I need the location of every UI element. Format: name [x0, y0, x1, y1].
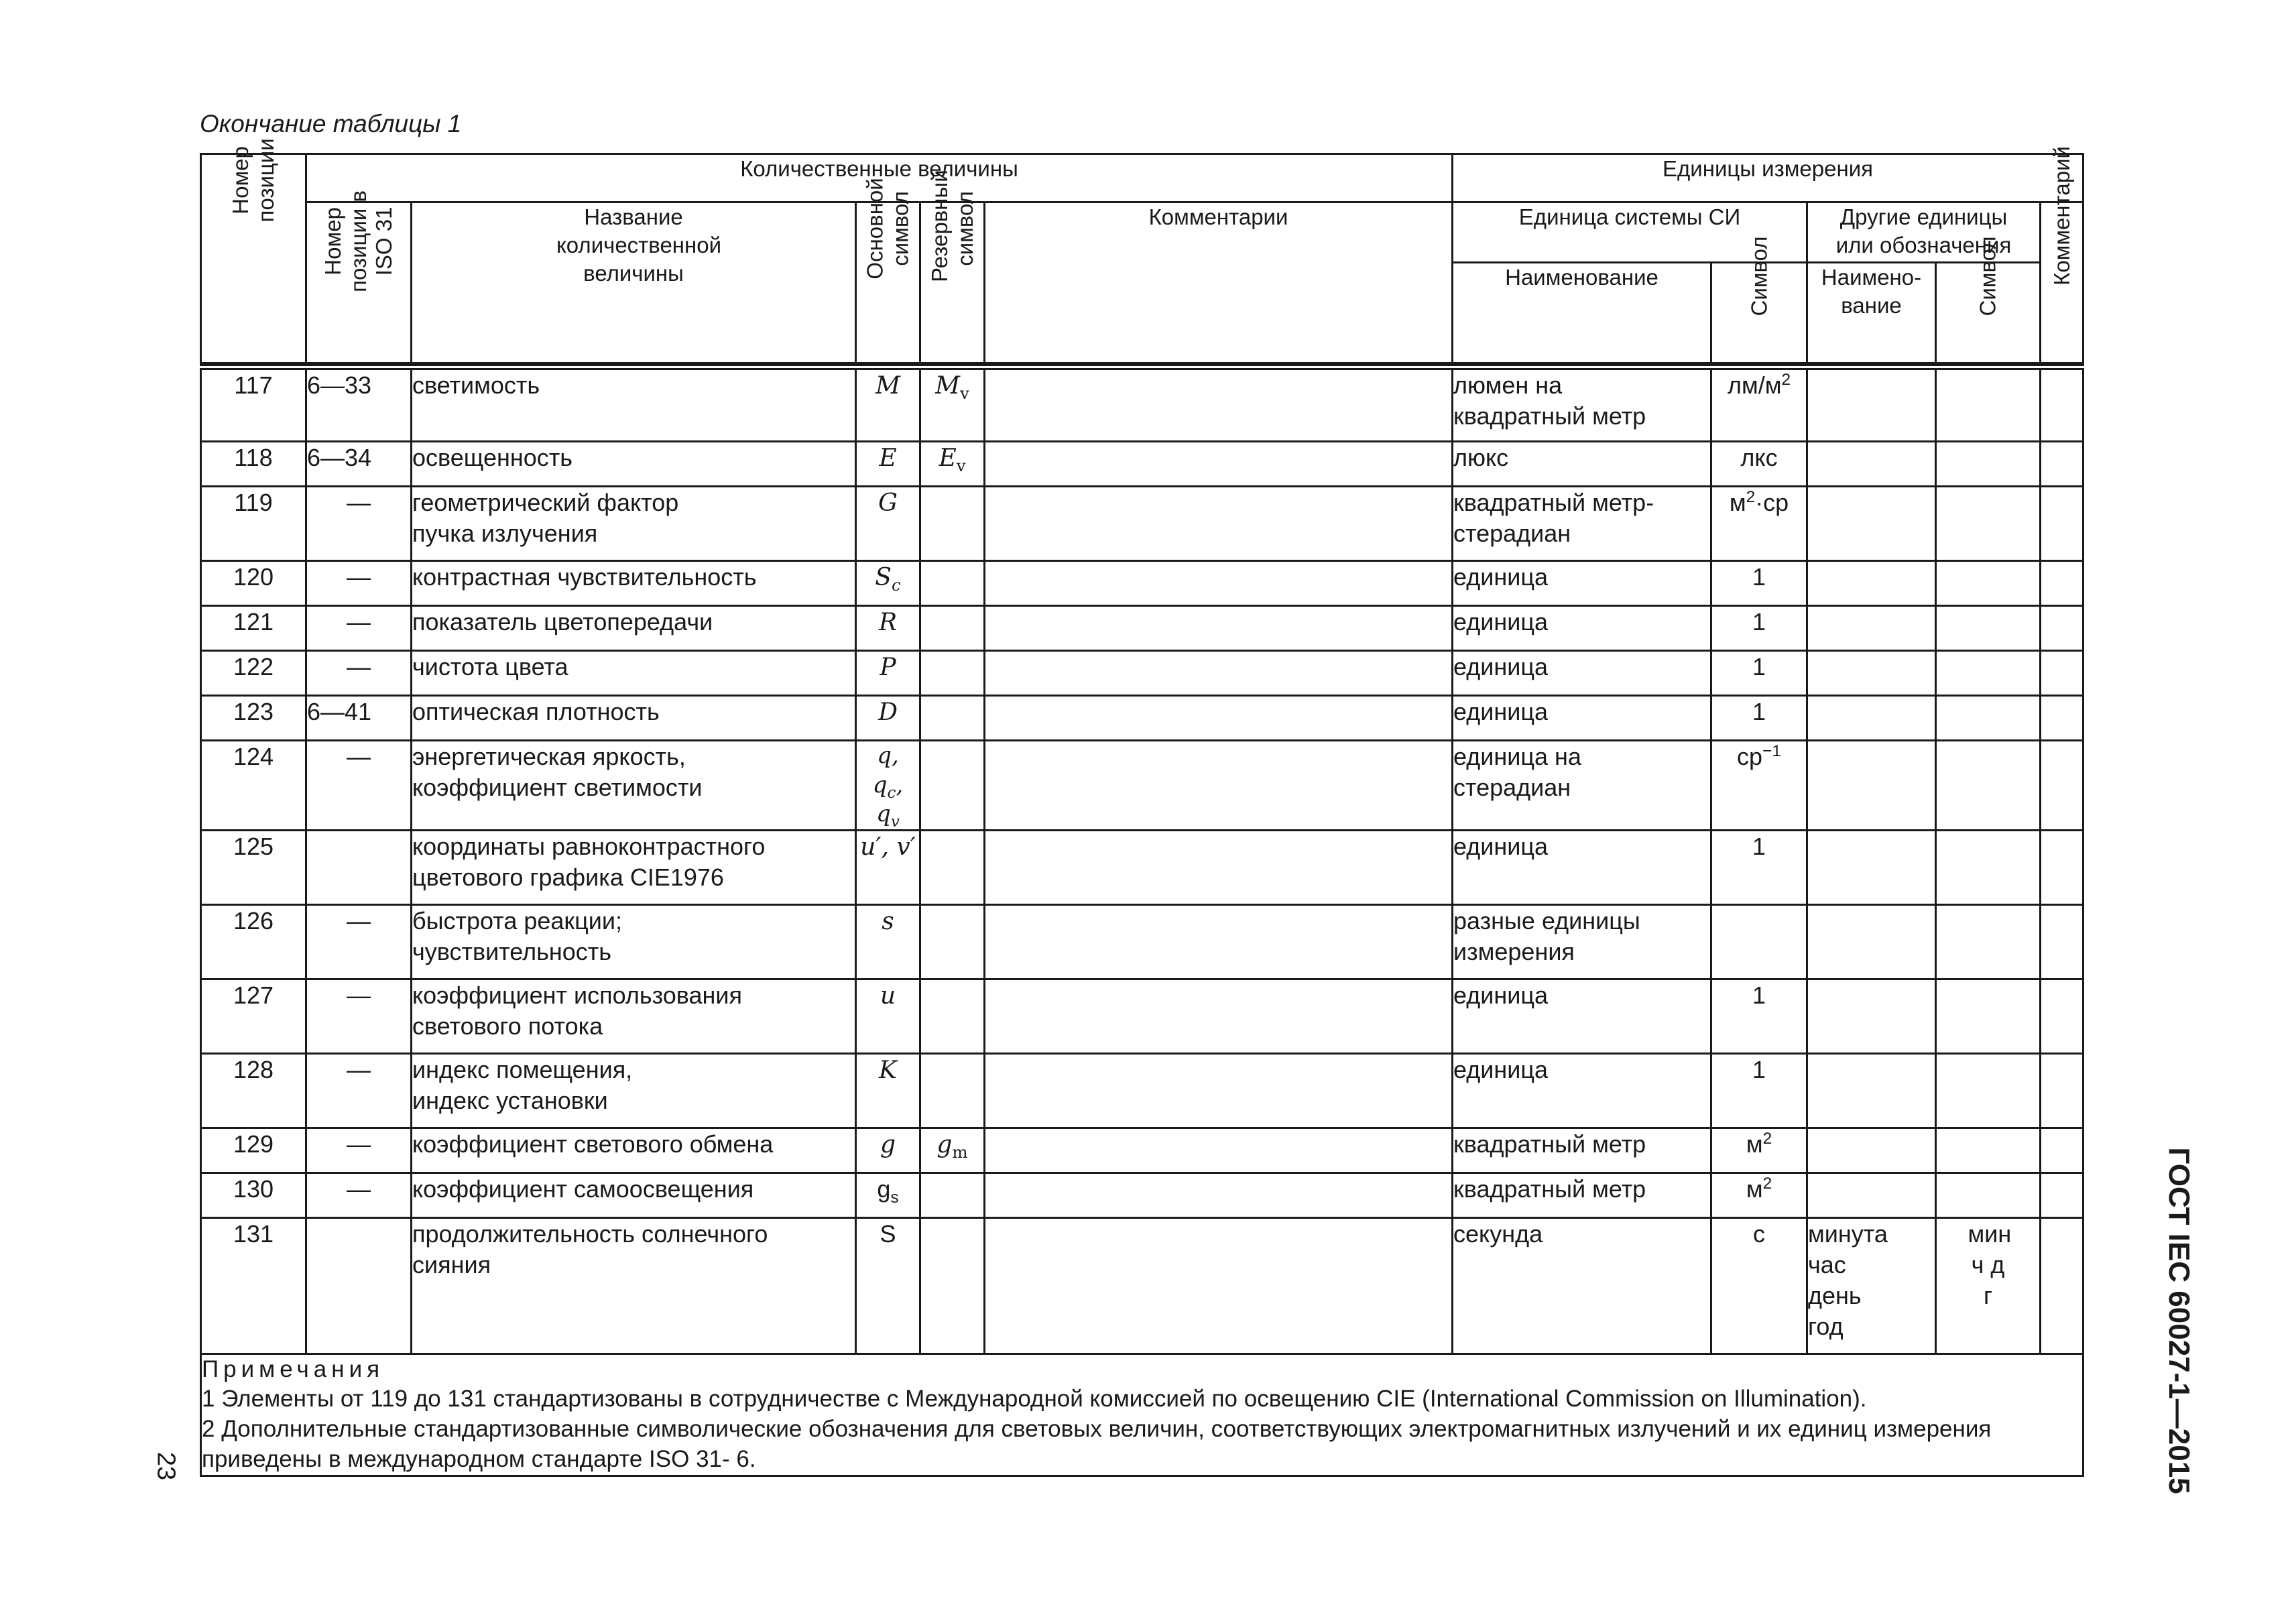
cell-comment [985, 696, 1453, 741]
cell-iso: 6—41 [306, 696, 412, 741]
cell-name: контрастная чувствительность [412, 561, 856, 606]
cell-reserve-symbol [920, 741, 985, 831]
cell-name: чистота цвета [412, 651, 856, 696]
cell-reserve-symbol [920, 651, 985, 696]
cell-name: светимость [412, 367, 856, 442]
cell-comment [985, 1053, 1453, 1128]
cell-unit: единица [1453, 830, 1711, 904]
cell-iso [306, 1217, 412, 1354]
cell-reserve-symbol: $M_v$ [920, 367, 985, 442]
cell-symbol: $S_c$ [856, 561, 920, 606]
cell-symbol: M [856, 367, 920, 442]
table-row [201, 741, 2083, 831]
cell-unit: квадратный метр-стерадиан [1453, 487, 1711, 561]
table-row [201, 979, 2083, 1053]
note-item: 2 Дополнительные стандартизованные символические обозначения для световых величин, соответствующих электромагнитных излучений и их единиц измерения приведены в международном стандарте ISO 31- 6. [202, 1416, 1992, 1472]
table-row [201, 561, 2083, 606]
cell-iso: — [306, 606, 412, 651]
page-number: 23 [152, 1451, 180, 1481]
cell-name: быстрота реакции; чувствительность [412, 904, 856, 979]
cell-name: продолжительность солнечного сияния [412, 1217, 856, 1354]
cell-comment [985, 1128, 1453, 1173]
cell-extra-comment [2041, 1053, 2083, 1128]
header-reserve-symbol: Резервный символ [920, 202, 985, 363]
cell-symbol: P [856, 651, 920, 696]
cell-iso: — [306, 1128, 412, 1173]
cell-reserve-symbol [920, 561, 985, 606]
cell-extra-comment [2041, 979, 2083, 1053]
cell-unit-symbol: 1 [1711, 696, 1807, 741]
cell-pos: 122 [201, 651, 306, 696]
cell-pos: 129 [201, 1128, 306, 1173]
cell-name: коэффициент самоосвещения [412, 1173, 856, 1217]
cell-symbol: q, $q_c$, $q_v$ [856, 741, 920, 831]
cell-other-name [1807, 442, 1936, 487]
notes-cell [201, 1354, 2083, 1476]
cell-pos: 126 [201, 904, 306, 979]
cell-symbol: g [856, 1128, 920, 1173]
table-row [201, 1128, 2083, 1173]
cell-extra-comment [2041, 442, 2083, 487]
cell-unit-symbol: 1 [1711, 606, 1807, 651]
cell-other-symbol [1936, 1053, 2041, 1128]
cell-comment [985, 442, 1453, 487]
header-quantity-name: Название количественной величины [412, 202, 856, 363]
cell-other-name [1807, 1053, 1936, 1128]
cell-extra-comment [2041, 651, 2083, 696]
table-row [201, 606, 2083, 651]
table-row [201, 487, 2083, 561]
cell-other-symbol [1936, 1173, 2041, 1217]
cell-extra-comment [2041, 741, 2083, 831]
cell-unit: квадратный метр [1453, 1128, 1711, 1173]
cell-unit: единица на стерадиан [1453, 741, 1711, 831]
cell-other-name [1807, 904, 1936, 979]
cell-unit-symbol: $м^2$ [1711, 1173, 1807, 1217]
cell-unit: единица [1453, 979, 1711, 1053]
cell-symbol: K [856, 1053, 920, 1128]
cell-unit-symbol: 1 [1711, 651, 1807, 696]
cell-symbol: R [856, 606, 920, 651]
cell-name: координаты равноконтрастного цветового графика CIE1976 [412, 830, 856, 904]
header-position-number: Номер позиции [201, 154, 306, 363]
cell-comment [985, 561, 1453, 606]
cell-iso [306, 830, 412, 904]
cell-name: оптическая плотность [412, 696, 856, 741]
cell-extra-comment [2041, 1173, 2083, 1217]
cell-other-symbol [1936, 651, 2041, 696]
cell-extra-comment [2041, 487, 2083, 561]
cell-unit-symbol: $лм/м^2$ [1711, 367, 1807, 442]
cell-symbol: D [856, 696, 920, 741]
header-other-units-group: Другие единицы или обозначения [1807, 202, 2041, 263]
cell-comment [985, 651, 1453, 696]
cell-other-symbol [1936, 606, 2041, 651]
cell-unit: единица [1453, 1053, 1711, 1128]
cell-symbol: E [856, 442, 920, 487]
cell-extra-comment [2041, 696, 2083, 741]
table-row [201, 367, 2083, 442]
header-other-name: Наимено-вание [1807, 263, 1936, 363]
header-other-symbol: Символ [1936, 263, 2041, 363]
cell-pos: 125 [201, 830, 306, 904]
cell-extra-comment [2041, 606, 2083, 651]
cell-pos: 121 [201, 606, 306, 651]
cell-pos: 119 [201, 487, 306, 561]
table-row [201, 1217, 2083, 1354]
cell-unit: секунда [1453, 1217, 1711, 1354]
cell-unit-symbol: $ср^{-1}$ [1711, 741, 1807, 831]
header-comments: Комментарии [985, 202, 1453, 363]
cell-other-symbol [1936, 442, 2041, 487]
units-table [200, 138, 2084, 1477]
cell-pos: 124 [201, 741, 306, 831]
table-row [201, 1173, 2083, 1217]
cell-pos: 120 [201, 561, 306, 606]
cell-other-symbol [1936, 561, 2041, 606]
cell-pos: 130 [201, 1173, 306, 1217]
cell-reserve-symbol [920, 979, 985, 1053]
cell-iso: — [306, 561, 412, 606]
cell-name: коэффициент использования светового потока [412, 979, 856, 1053]
header-main-symbol: Основной символ [856, 202, 920, 363]
cell-reserve-symbol [920, 1173, 985, 1217]
cell-other-name [1807, 487, 1936, 561]
cell-unit: люкс [1453, 442, 1711, 487]
cell-unit: единица [1453, 606, 1711, 651]
cell-comment [985, 606, 1453, 651]
cell-reserve-symbol [920, 1217, 985, 1354]
cell-unit-symbol: с [1711, 1217, 1807, 1354]
cell-iso: — [306, 487, 412, 561]
cell-reserve-symbol [920, 1053, 985, 1128]
header-si-symbol: Символ [1711, 263, 1807, 363]
cell-reserve-symbol [920, 606, 985, 651]
cell-symbol: u′, v′ [856, 830, 920, 904]
cell-comment [985, 367, 1453, 442]
cell-other-name [1807, 561, 1936, 606]
cell-unit-symbol: $м^2$ [1711, 1128, 1807, 1173]
cell-other-symbol [1936, 979, 2041, 1053]
cell-other-symbol: мин ч д г [1936, 1217, 2041, 1354]
cell-other-name [1807, 606, 1936, 651]
cell-name: освещенность [412, 442, 856, 487]
cell-pos: 127 [201, 979, 306, 1053]
cell-symbol: S [856, 1217, 920, 1354]
cell-iso: — [306, 651, 412, 696]
cell-other-name [1807, 979, 1936, 1053]
cell-iso: — [306, 1173, 412, 1217]
cell-extra-comment [2041, 1128, 2083, 1173]
cell-other-symbol [1936, 367, 2041, 442]
cell-unit: разные единицы измерения [1453, 904, 1711, 979]
cell-comment [985, 1217, 1453, 1354]
header-comment: Комментарий [2041, 202, 2083, 363]
cell-unit: единица [1453, 696, 1711, 741]
cell-iso: — [306, 1053, 412, 1128]
cell-other-symbol [1936, 1128, 2041, 1173]
cell-other-symbol [1936, 904, 2041, 979]
cell-name: энергетическая яркость, коэффициент светимости [412, 741, 856, 831]
cell-iso: — [306, 741, 412, 831]
cell-unit-symbol: 1 [1711, 1053, 1807, 1128]
table-row [201, 696, 2083, 741]
cell-other-symbol [1936, 487, 2041, 561]
cell-other-symbol [1936, 696, 2041, 741]
cell-comment [985, 1173, 1453, 1217]
cell-other-name [1807, 741, 1936, 831]
cell-pos: 118 [201, 442, 306, 487]
cell-comment [985, 741, 1453, 831]
cell-reserve-symbol [920, 904, 985, 979]
cell-symbol: s [856, 904, 920, 979]
cell-iso: 6—33 [306, 367, 412, 442]
cell-other-name [1807, 1173, 1936, 1217]
cell-other-name [1807, 696, 1936, 741]
header-si-unit-group: Единица системы СИ [1453, 202, 1807, 263]
cell-reserve-symbol [920, 487, 985, 561]
cell-iso: — [306, 904, 412, 979]
cell-unit: единица [1453, 561, 1711, 606]
cell-unit: квадратный метр [1453, 1173, 1711, 1217]
header-group-units: Единицы измерения [1453, 154, 2083, 202]
cell-reserve-symbol: $g_m$ [920, 1128, 985, 1173]
cell-other-name: минута час день год [1807, 1217, 1936, 1354]
cell-unit-symbol [1711, 904, 1807, 979]
cell-unit: единица [1453, 651, 1711, 696]
cell-symbol: $g_s$ [856, 1173, 920, 1217]
cell-symbol: G [856, 487, 920, 561]
cell-other-name [1807, 367, 1936, 442]
cell-comment [985, 979, 1453, 1053]
cell-pos: 131 [201, 1217, 306, 1354]
cell-extra-comment [2041, 904, 2083, 979]
notes-title: Примечания [202, 1356, 385, 1382]
table-row [201, 904, 2083, 979]
cell-iso: 6—34 [306, 442, 412, 487]
table-row [201, 651, 2083, 696]
cell-name: индекс помещения, индекс установки [412, 1053, 856, 1128]
cell-comment [985, 830, 1453, 904]
cell-comment [985, 904, 1453, 979]
cell-reserve-symbol: $E_v$ [920, 442, 985, 487]
cell-name: геометрический фактор пучка излучения [412, 487, 856, 561]
note-item: 1 Элементы от 119 до 131 стандартизованы в сотрудничестве с Международной комиссией по освещению CIE (International Commission on Illumination). [202, 1386, 1867, 1412]
table-caption: Окончание таблицы 1 [200, 110, 462, 137]
cell-symbol: u [856, 979, 920, 1053]
cell-unit-symbol: $м^2\cdot ср$ [1711, 487, 1807, 561]
cell-unit-symbol: лкс [1711, 442, 1807, 487]
table-row [201, 830, 2083, 904]
table-row [201, 1053, 2083, 1128]
cell-unit-symbol: 1 [1711, 979, 1807, 1053]
cell-other-name [1807, 1128, 1936, 1173]
header-si-name: Наименование [1453, 263, 1711, 363]
cell-name: коэффициент светового обмена [412, 1128, 856, 1173]
cell-comment [985, 487, 1453, 561]
header-iso-position: Номер позиции в ISO 31 [306, 202, 412, 363]
cell-name: показатель цветопередачи [412, 606, 856, 651]
cell-pos: 117 [201, 367, 306, 442]
cell-other-name [1807, 830, 1936, 904]
cell-iso: — [306, 979, 412, 1053]
cell-reserve-symbol [920, 696, 985, 741]
notes-row [201, 1354, 2083, 1476]
cell-pos: 123 [201, 696, 306, 741]
document-standard-title: ГОСТ IEC 60027-1—2015 [2163, 1147, 2195, 1494]
cell-pos: 128 [201, 1053, 306, 1128]
cell-other-symbol [1936, 741, 2041, 831]
cell-unit: люмен на квадратный метр [1453, 367, 1711, 442]
cell-extra-comment [2041, 1217, 2083, 1354]
cell-extra-comment [2041, 367, 2083, 442]
table-row [201, 442, 2083, 487]
cell-unit-symbol: 1 [1711, 830, 1807, 904]
cell-other-symbol [1936, 830, 2041, 904]
cell-extra-comment [2041, 830, 2083, 904]
header-group-quantities: Количественные величины [306, 154, 1453, 202]
cell-unit-symbol: 1 [1711, 561, 1807, 606]
cell-extra-comment [2041, 561, 2083, 606]
cell-other-name [1807, 651, 1936, 696]
cell-reserve-symbol [920, 830, 985, 904]
